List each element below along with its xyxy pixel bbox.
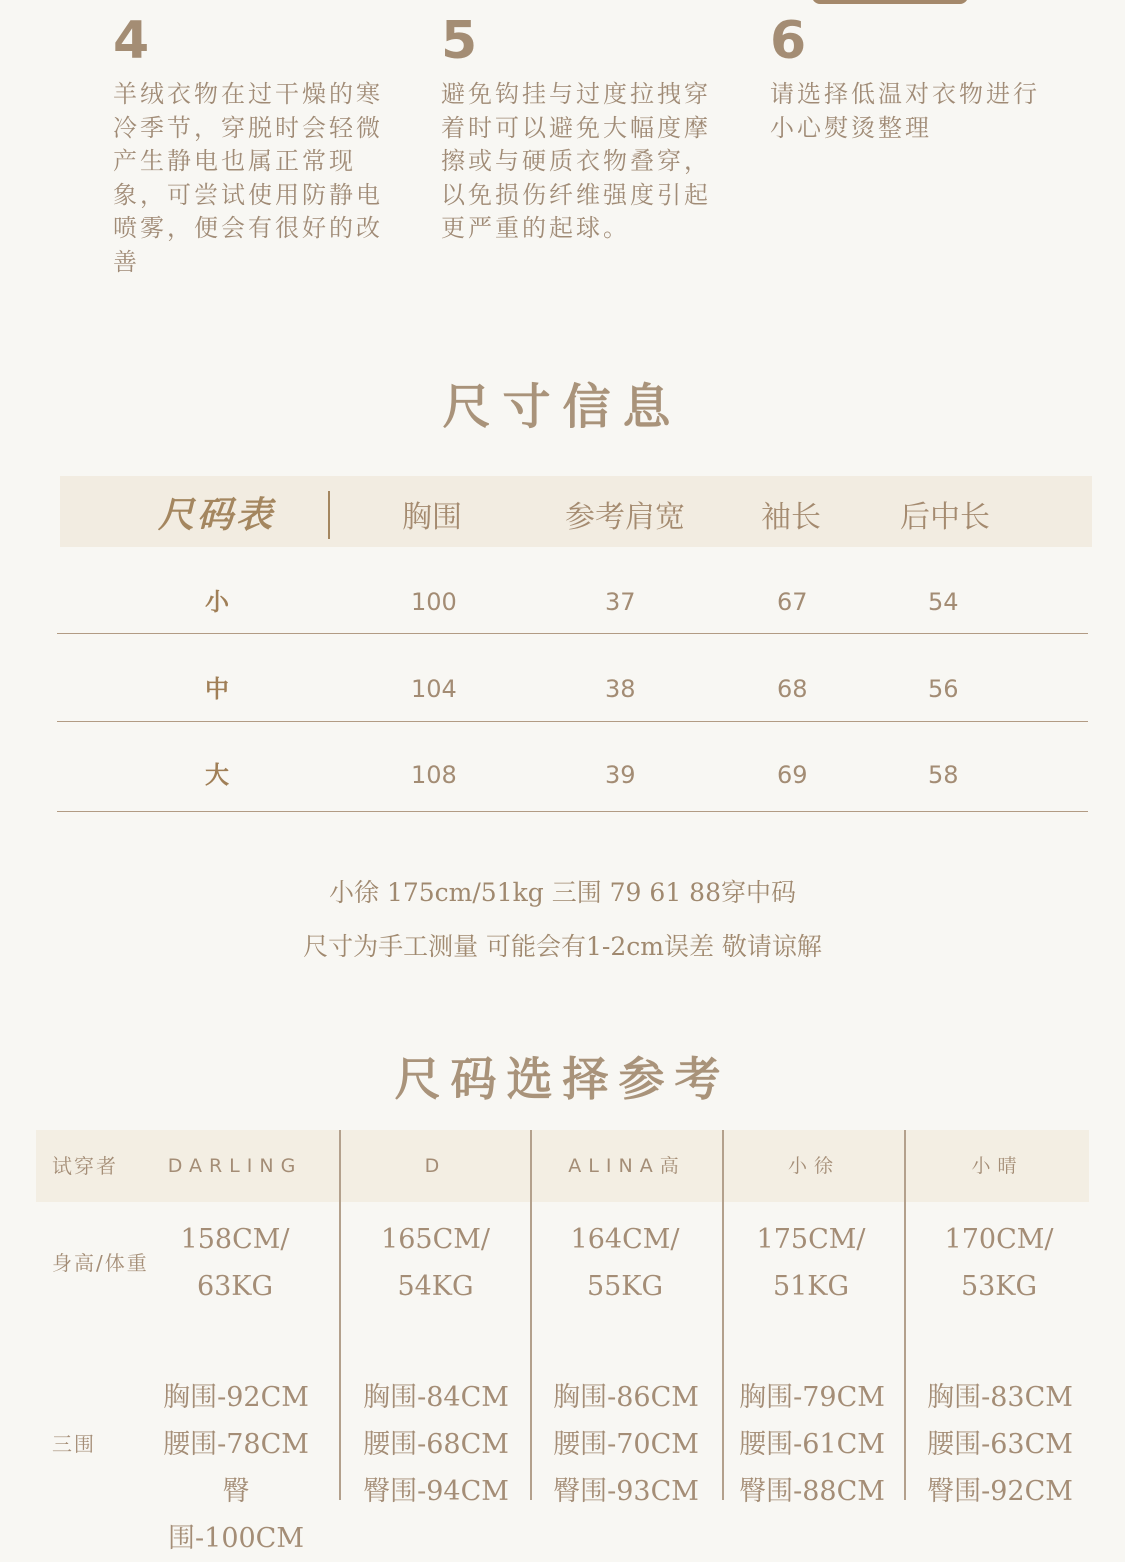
height-value: 158CM/: [180, 1224, 290, 1255]
hip-measure: 臀围-94CM: [363, 1476, 509, 1507]
bust-value: 104: [411, 675, 457, 703]
weight-value: 51KG: [772, 1271, 850, 1302]
hip-measure: 臀围-93CM: [553, 1476, 699, 1507]
bust-value: 108: [411, 761, 457, 789]
tip-number: 6: [770, 11, 807, 71]
size-info-title: 尺寸信息: [442, 379, 683, 435]
size-label: 大: [205, 760, 229, 789]
sleeve-value: 68: [777, 675, 808, 703]
table-row: [57, 646, 1088, 732]
care-tip-5: [441, 12, 711, 246]
bust-measure: 胸围-79CM: [739, 1382, 885, 1413]
model-name: ALINA高: [568, 1155, 686, 1177]
bust-measure: 胸围-84CM: [363, 1382, 509, 1413]
care-tip-6: [770, 12, 1040, 145]
decorative-tab: [812, 0, 968, 4]
column-header-shoulder: 参考肩宽: [565, 500, 685, 535]
bust-measure: 胸围-86CM: [553, 1382, 699, 1413]
height-weight-cell: [532, 1216, 718, 1310]
model-name: D: [424, 1155, 447, 1177]
hip-measure: 臀围-88CM: [739, 1476, 885, 1507]
length-value: 58: [928, 761, 959, 789]
sleeve-value: 69: [777, 761, 808, 789]
bust-measure: 胸围-92CM: [163, 1382, 309, 1413]
height-value: 170CM/: [944, 1224, 1054, 1255]
measurements-cell: [156, 1374, 316, 1562]
weight-value: 63KG: [196, 1271, 274, 1302]
bust-value: 100: [411, 588, 457, 616]
measurements-cell: [731, 1374, 893, 1515]
size-label: 小: [205, 587, 229, 616]
height-weight-cell: [341, 1216, 530, 1310]
measurements-cell: [545, 1374, 707, 1515]
bust-measure: 胸围-83CM: [927, 1382, 1073, 1413]
waist-measure: 腰围-78CM: [163, 1429, 309, 1460]
shoulder-value: 37: [605, 588, 636, 616]
size-table-title: 尺码表: [158, 494, 276, 536]
column-header-length: 后中长: [900, 500, 990, 535]
measurement-note: 尺寸为手工测量 可能会有1-2cm误差 敬请谅解: [303, 932, 822, 961]
weight-value: 53KG: [960, 1271, 1038, 1302]
shoulder-value: 39: [605, 761, 636, 789]
size-table-header: [60, 476, 1092, 547]
height-weight-cell: [906, 1216, 1092, 1310]
tip-text: 羊绒衣物在过干燥的寒冷季节，穿脱时会轻微产生静电也属正常现象，可尝试使用防静电喷雾，便会有很好的改善: [113, 80, 383, 276]
weight-value: 54KG: [397, 1271, 474, 1302]
model-name: 小晴: [971, 1155, 1024, 1177]
tester-header-label: 试穿者: [52, 1154, 118, 1178]
table-row: [57, 732, 1088, 818]
row-divider: [57, 633, 1088, 634]
tip-number: 4: [113, 11, 150, 71]
sleeve-value: 67: [777, 588, 808, 616]
size-reference-title: 尺码选择参考: [394, 1052, 731, 1106]
column-header-sleeve: 袖长: [761, 500, 821, 535]
hip-measure: 臀围-92CM: [927, 1476, 1073, 1507]
waist-measure: 腰围-63CM: [927, 1429, 1073, 1460]
tip-number: 5: [441, 11, 478, 71]
header-divider: [328, 491, 330, 539]
tip-text: 避免钩挂与过度拉拽穿着时可以避免大幅度摩擦或与硬质衣物叠穿，以免损伤纤维强度引起更严重的起球。: [441, 80, 711, 242]
height-value: 175CM/: [756, 1224, 866, 1255]
size-label: 中: [205, 674, 229, 703]
waist-measure: 腰围-70CM: [553, 1429, 699, 1460]
waist-measure: 腰围-68CM: [363, 1429, 509, 1460]
measurements-cell: [355, 1374, 517, 1515]
height-value: 164CM/: [570, 1224, 680, 1255]
length-value: 54: [928, 588, 959, 616]
height-weight-label: 身高/体重: [52, 1251, 149, 1275]
height-value: 165CM/: [381, 1224, 490, 1255]
column-header-bust: 胸围: [402, 500, 462, 535]
shoulder-value: 38: [605, 675, 636, 703]
waist-measure: 腰围-61CM: [739, 1429, 885, 1460]
height-weight-cell: [160, 1216, 310, 1310]
model-name: DARLING: [167, 1155, 303, 1177]
length-value: 56: [928, 675, 959, 703]
tip-text: 请选择低温对衣物进行小心熨烫整理: [770, 80, 1040, 142]
height-weight-cell: [724, 1216, 898, 1310]
measurements-cell: [919, 1374, 1081, 1515]
care-tip-4: [113, 12, 383, 279]
row-divider: [57, 721, 1088, 722]
weight-value: 55KG: [586, 1271, 664, 1302]
fitting-note: 小徐 175cm/51kg 三围 79 61 88穿中码: [329, 878, 796, 907]
model-name: 小徐: [787, 1155, 840, 1177]
hip-measure: 臀围-100CM: [168, 1476, 304, 1554]
row-divider: [57, 811, 1088, 812]
measurements-label: 三围: [52, 1432, 96, 1456]
